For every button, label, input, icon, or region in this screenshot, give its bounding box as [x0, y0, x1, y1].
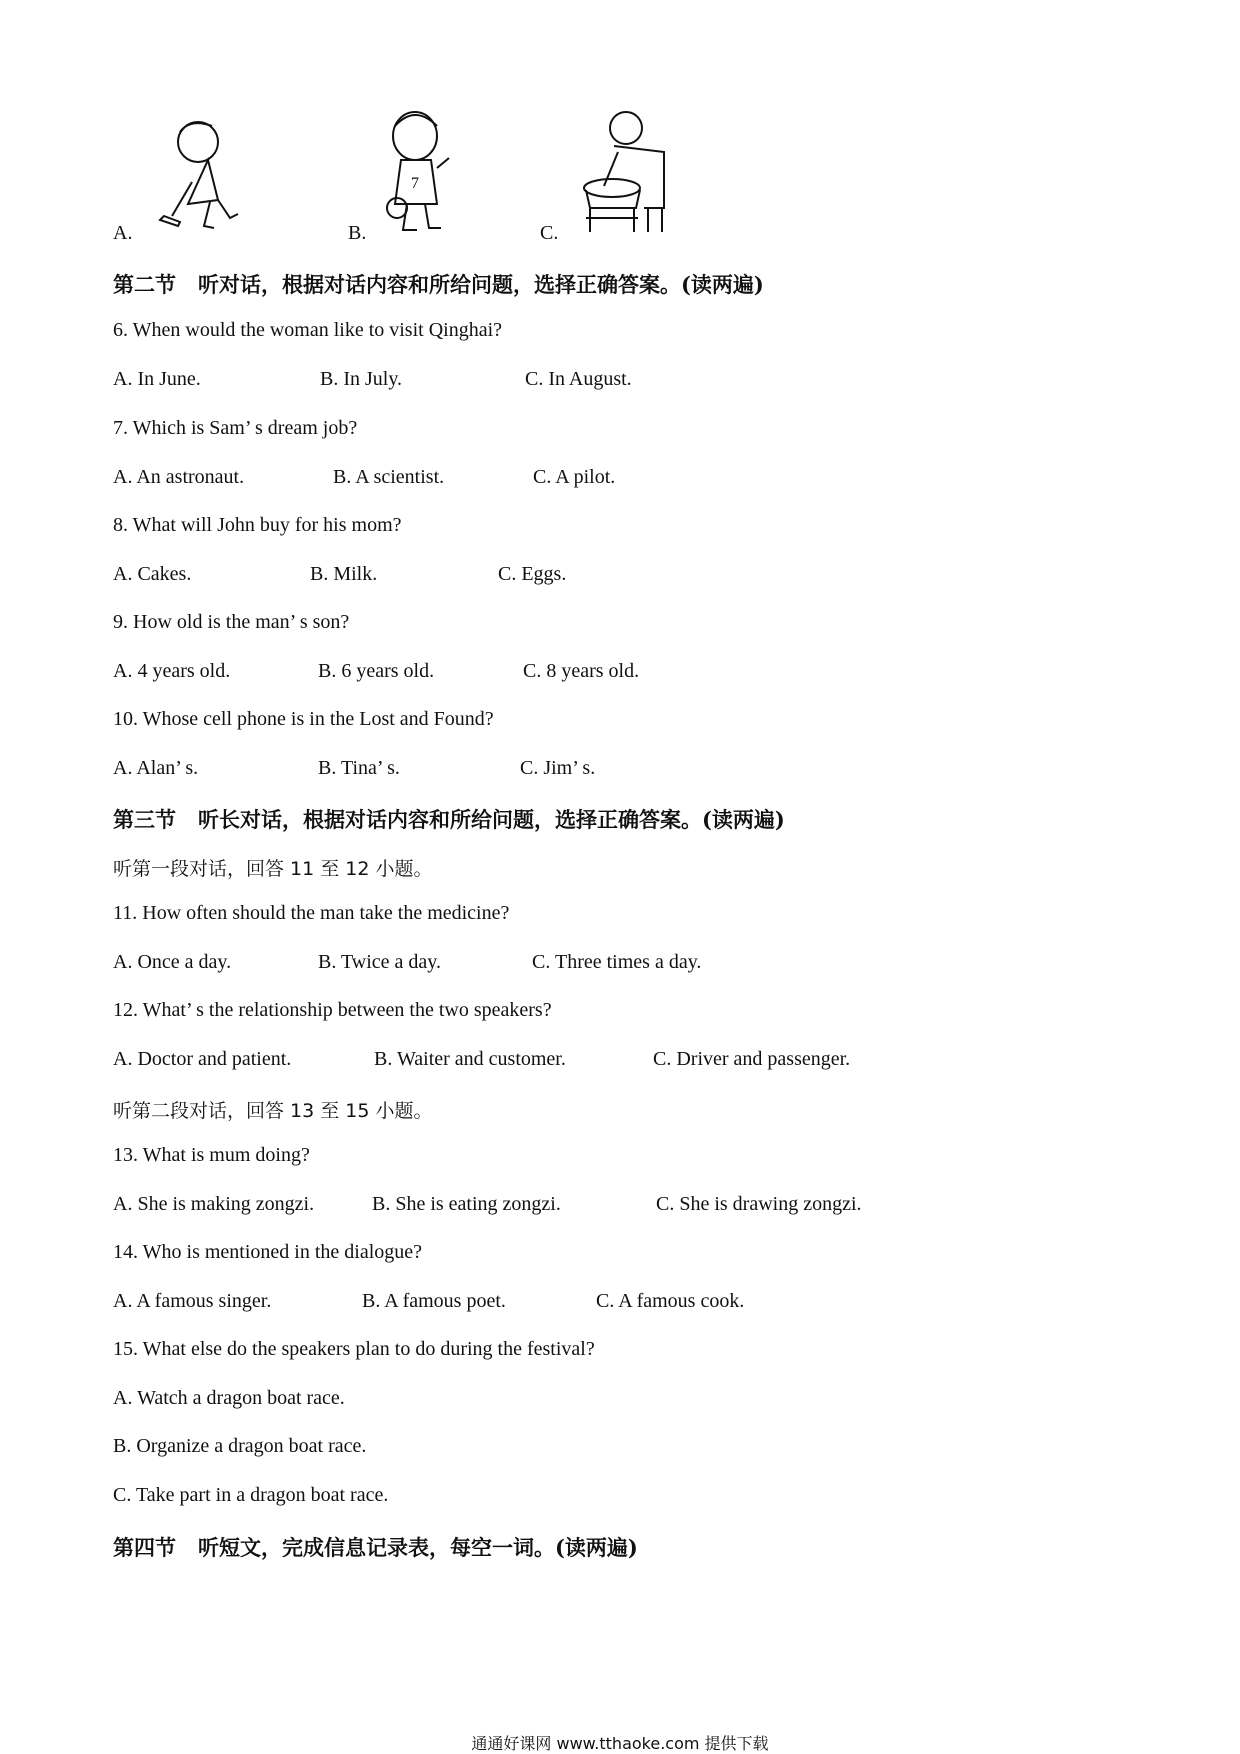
question-14: 14. Who is mentioned in the dialogue? — [113, 1241, 423, 1263]
q15-option-a[interactable]: A. Watch a dragon boat race. — [113, 1387, 345, 1409]
q12-option-c[interactable]: C. Driver and passenger. — [653, 1048, 851, 1070]
q6-option-b[interactable]: B. In July. — [320, 368, 403, 390]
question-9: 9. How old is the man’ s son? — [113, 611, 350, 633]
boy-washing-clothes-icon — [578, 108, 688, 238]
dialogue-2-note: 听第二段对话，回答 13 至 15 小题。 — [113, 1100, 433, 1122]
q8-option-b[interactable]: B. Milk. — [310, 563, 378, 585]
q7-option-c[interactable]: C. A pilot. — [533, 466, 616, 488]
dialogue-1-note: 听第一段对话，回答 11 至 12 小题。 — [113, 858, 433, 880]
picture-c-label: C. — [540, 222, 559, 244]
question-12: 12. What’ s the relationship between the two speakers? — [113, 999, 552, 1021]
question-11: 11. How often should the man take the medicine? — [113, 902, 510, 924]
q7-option-b[interactable]: B. A scientist. — [333, 466, 445, 488]
section-4-title: 第四节 — [113, 1535, 176, 1560]
section-2-heading — [113, 269, 764, 299]
picture-a-label: A. — [113, 222, 133, 244]
picture-options — [0, 100, 1240, 250]
q13-option-c[interactable]: C. She is drawing zongzi. — [656, 1193, 862, 1215]
q11-option-b[interactable]: B. Twice a day. — [318, 951, 442, 973]
q13-option-b[interactable]: B. She is eating zongzi. — [372, 1193, 561, 1215]
q14-option-c[interactable]: C. A famous cook. — [596, 1290, 745, 1312]
svg-text:7: 7 — [411, 175, 419, 192]
q14-option-a[interactable]: A. A famous singer. — [113, 1290, 272, 1312]
question-6: 6. When would the woman like to visit Qinghai? — [113, 319, 503, 341]
q9-option-c[interactable]: C. 8 years old. — [523, 660, 640, 682]
q9-option-b[interactable]: B. 6 years old. — [318, 660, 435, 682]
q7-option-a[interactable]: A. An astronaut. — [113, 466, 245, 488]
boy-playing-basketball-icon — [385, 108, 455, 238]
q10-option-a[interactable]: A. Alan’ s. — [113, 757, 199, 779]
section-2-title: 第二节 — [113, 272, 176, 297]
q8-option-c[interactable]: C. Eggs. — [498, 563, 567, 585]
q15-option-c[interactable]: C. Take part in a dragon boat race. — [113, 1484, 389, 1506]
q10-option-b[interactable]: B. Tina’ s. — [318, 757, 400, 779]
picture-b-label: B. — [348, 222, 367, 244]
section-3-title: 第三节 — [113, 807, 176, 832]
question-15: 15. What else do the speakers plan to do during the festival? — [113, 1338, 595, 1360]
page-footer: 通通好课网 www.tthaoke.com 提供下载 — [471, 1734, 769, 1753]
section-3-heading — [113, 804, 785, 834]
section-3-instruction: 听长对话，根据对话内容和所给问题，选择正确答案。(读两遍) — [198, 807, 785, 832]
boy-sweeping-icon — [160, 112, 260, 237]
q11-option-c[interactable]: C. Three times a day. — [532, 951, 702, 973]
section-4-heading — [113, 1532, 638, 1562]
question-13: 13. What is mum doing? — [113, 1144, 310, 1166]
section-2-instruction: 听对话，根据对话内容和所给问题，选择正确答案。(读两遍) — [198, 272, 764, 297]
question-10: 10. Whose cell phone is in the Lost and Found? — [113, 708, 494, 730]
q13-option-a[interactable]: A. She is making zongzi. — [113, 1193, 315, 1215]
q12-option-b[interactable]: B. Waiter and customer. — [374, 1048, 566, 1070]
q14-option-b[interactable]: B. A famous poet. — [362, 1290, 506, 1312]
q8-option-a[interactable]: A. Cakes. — [113, 563, 192, 585]
question-7: 7. Which is Sam’ s dream job? — [113, 417, 358, 439]
question-8: 8. What will John buy for his mom? — [113, 514, 402, 536]
q6-option-a[interactable]: A. In June. — [113, 368, 201, 390]
q10-option-c[interactable]: C. Jim’ s. — [520, 757, 596, 779]
q12-option-a[interactable]: A. Doctor and patient. — [113, 1048, 292, 1070]
section-4-instruction: 听短文，完成信息记录表，每空一词。(读两遍) — [198, 1535, 638, 1560]
q6-option-c[interactable]: C. In August. — [525, 368, 632, 390]
q9-option-a[interactable]: A. 4 years old. — [113, 660, 231, 682]
q11-option-a[interactable]: A. Once a day. — [113, 951, 232, 973]
q15-option-b[interactable]: B. Organize a dragon boat race. — [113, 1435, 367, 1457]
